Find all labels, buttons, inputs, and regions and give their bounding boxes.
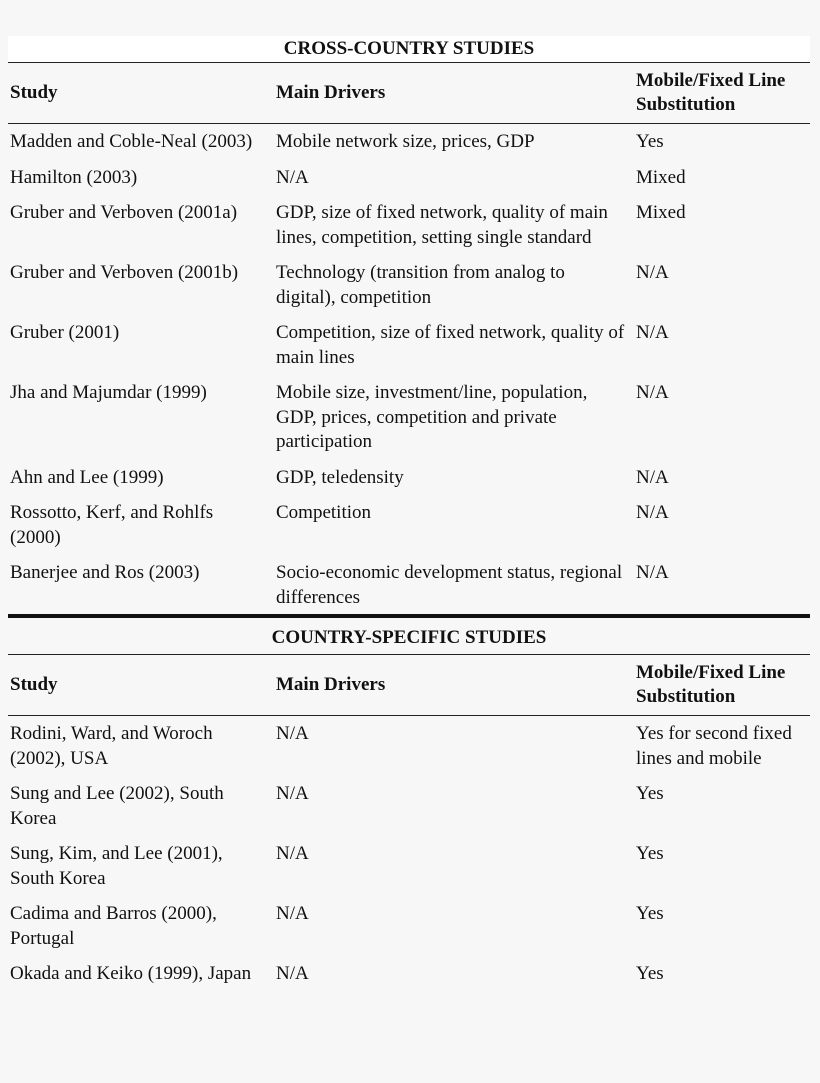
drivers-cell: Competition (276, 502, 371, 523)
study-cell: Rodini, Ward, and Woroch (2002), USA (10, 723, 213, 769)
table-row (8, 722, 810, 782)
study-cell: Sung, Kim, and Lee (2001), South Korea (10, 843, 223, 889)
cross-country-header-row (8, 63, 810, 123)
substitution-cell: Yes (636, 131, 664, 152)
study-cell: Madden and Coble-Neal (2003) (10, 131, 253, 152)
table-row (8, 782, 810, 842)
drivers-cell: N/A (276, 963, 309, 984)
drivers-cell: GDP, size of fixed network, quality of main lines, competition, setting single standard (276, 202, 608, 248)
country-specific-header-row (8, 655, 810, 715)
substitution-cell: N/A (636, 382, 669, 403)
table-row (8, 381, 810, 466)
substitution-cell: Yes for second fixed lines and mobile (636, 723, 792, 769)
substitution-cell: Yes (636, 783, 664, 804)
header-substitution: Mobile/Fixed Line Substitution (636, 662, 786, 707)
study-cell: Gruber (2001) (10, 322, 120, 343)
table-row (8, 166, 810, 202)
study-cell: Cadima and Barros (2000), Portugal (10, 903, 217, 949)
header-study: Study (10, 674, 58, 695)
substitution-cell: Yes (636, 963, 664, 984)
cross-country-rows (8, 124, 810, 614)
study-cell: Okada and Keiko (1999), Japan (10, 963, 252, 984)
country-specific-rows (8, 716, 810, 998)
table-row (8, 201, 810, 261)
header-substitution: Mobile/Fixed Line Substitution (636, 70, 786, 115)
substitution-cell: N/A (636, 322, 669, 343)
substitution-cell: N/A (636, 466, 669, 488)
drivers-cell: N/A (276, 783, 309, 804)
studies-table (8, 36, 810, 998)
substitution-cell: Mixed (636, 202, 686, 223)
table-row (8, 842, 810, 902)
study-cell: Sung and Lee (2002), South Korea (10, 783, 224, 829)
table-row (8, 962, 810, 998)
table-row (8, 501, 810, 561)
substitution-cell: N/A (636, 562, 669, 583)
drivers-cell: Technology (transition from analog to digital), competition (276, 262, 565, 308)
drivers-cell: N/A (276, 723, 309, 744)
substitution-cell: Yes (636, 843, 664, 864)
drivers-cell: Competition, size of fixed network, quality of main lines (276, 322, 625, 368)
header-main-drivers: Main Drivers (276, 82, 386, 103)
table-row (8, 321, 810, 381)
table-row (8, 561, 810, 614)
substitution-cell: N/A (636, 262, 669, 283)
table-row (8, 261, 810, 321)
country-specific-title: COUNTRY-SPECIFIC STUDIES (8, 618, 810, 654)
study-cell: Jha and Majumdar (1999) (10, 382, 207, 403)
table-row (8, 466, 810, 502)
table-row (8, 130, 810, 166)
study-cell: Hamilton (2003) (10, 166, 138, 188)
study-cell: Rossotto, Kerf, and Rohlfs (2000) (10, 502, 214, 548)
header-main-drivers: Main Drivers (276, 674, 386, 695)
substitution-cell: Yes (636, 903, 664, 924)
drivers-cell: Mobile size, investment/line, population, GDP, prices, competition and private participation (276, 382, 588, 452)
table-row (8, 902, 810, 962)
substitution-cell: N/A (636, 502, 669, 523)
study-cell: Banerjee and Ros (2003) (10, 562, 200, 583)
cross-country-title: CROSS-COUNTRY STUDIES (8, 36, 810, 62)
drivers-cell: GDP, teledensity (276, 466, 404, 488)
substitution-cell: Mixed (636, 166, 686, 188)
drivers-cell: N/A (276, 843, 309, 864)
drivers-cell: Socio-economic development status, regional differences (276, 562, 623, 608)
drivers-cell: N/A (276, 903, 309, 924)
drivers-cell: Mobile network size, prices, GDP (276, 131, 535, 152)
study-cell: Gruber and Verboven (2001a) (10, 202, 238, 223)
study-cell: Ahn and Lee (1999) (10, 466, 164, 488)
study-cell: Gruber and Verboven (2001b) (10, 262, 239, 283)
header-study: Study (10, 82, 58, 103)
drivers-cell: N/A (276, 166, 309, 188)
